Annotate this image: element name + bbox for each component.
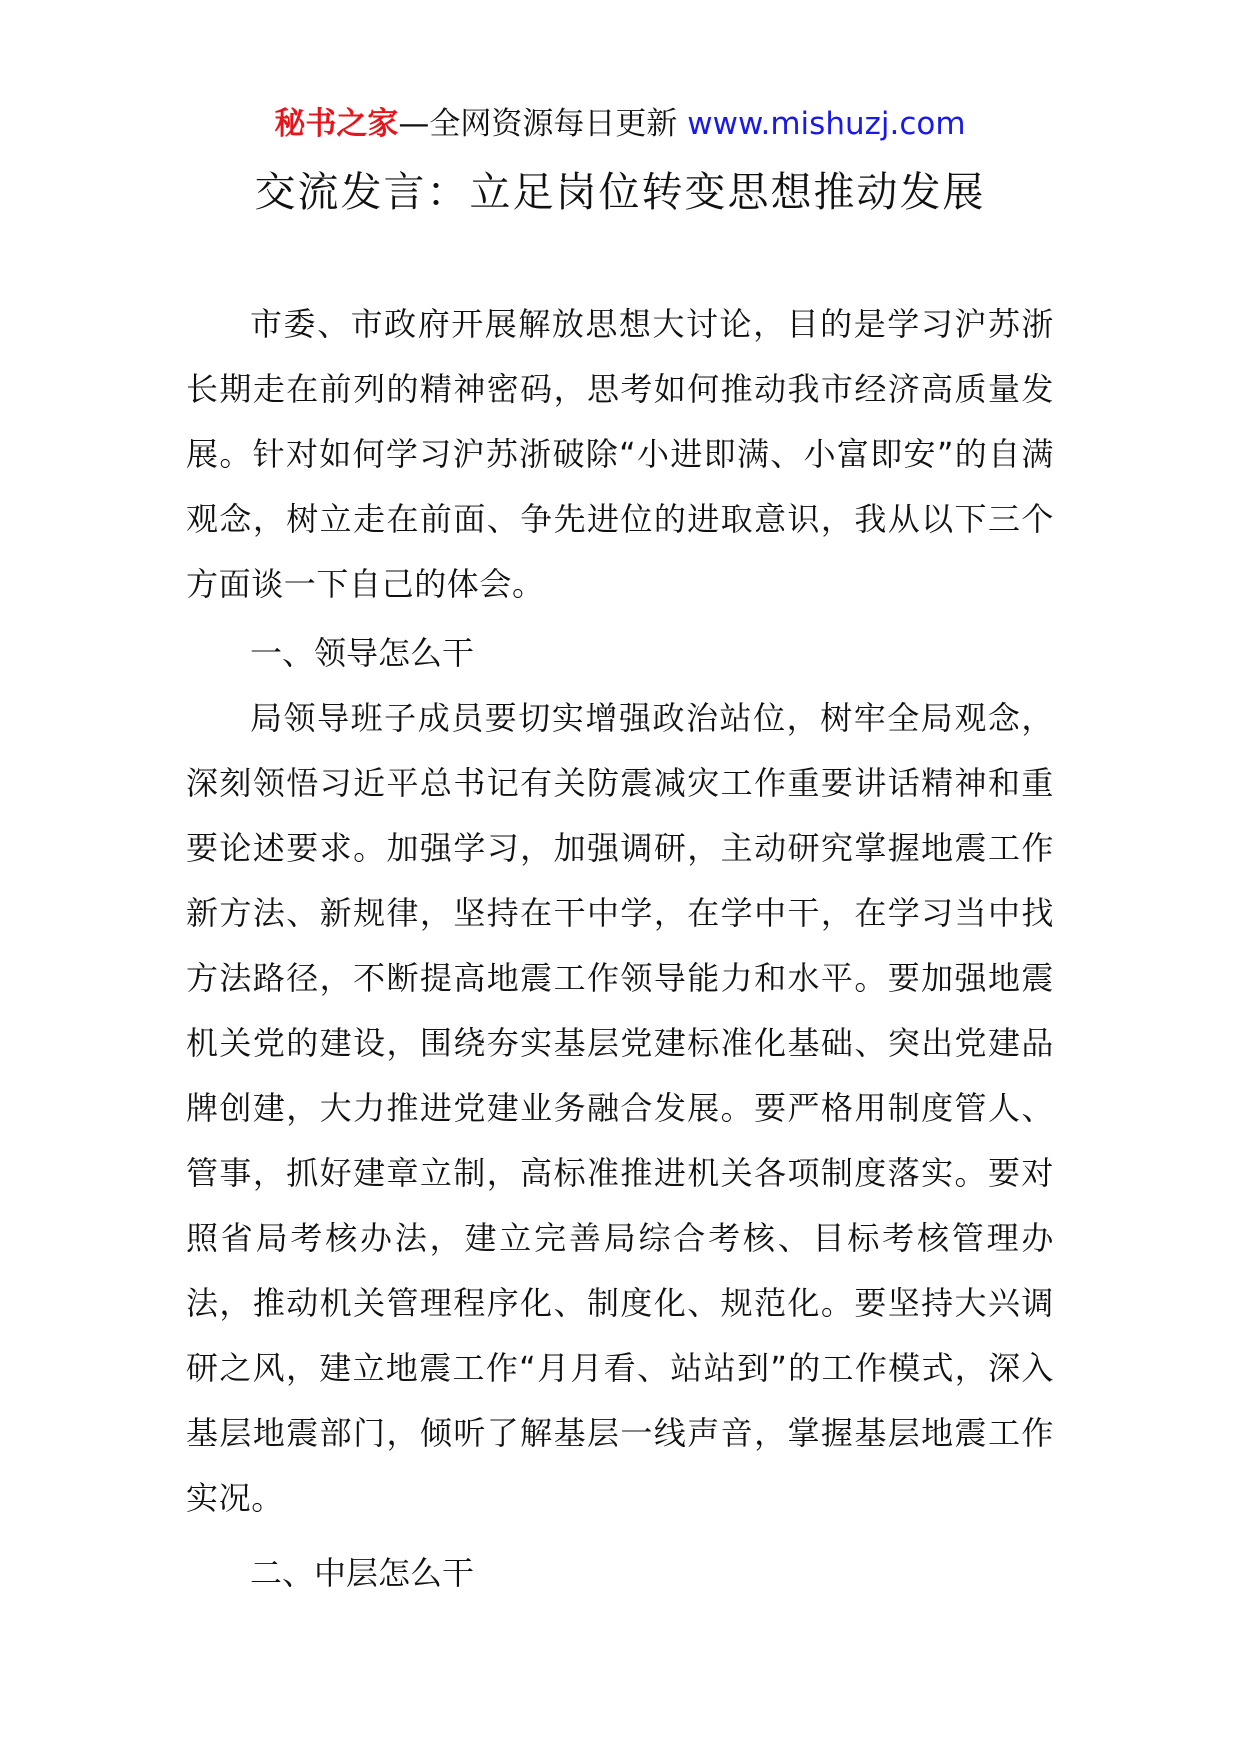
site-brand: 秘书之家: [274, 106, 399, 142]
document-body: [186, 292, 1054, 1606]
site-url-link[interactable]: www.mishuzj.com: [687, 106, 966, 142]
section-heading-leaders: 一、领导怎么干: [250, 634, 475, 672]
site-header: [0, 102, 1240, 146]
section-heading-middle-management: 二、中层怎么干: [250, 1554, 475, 1592]
section-paragraph-leaders: 局领导班子成员要切实增强政治站位，树牢全局观念，深刻领悟习近平总书记有关防震减灾工作重要讲话精神和重要论述要求。加强学习，加强调研，主动研究掌握地震工作新方法、新规律，坚持在干中学，在学中干，在学习当中找方法路径，不断提高地震工作领导能力和水平。要加强地震机关党的建设，围绕夯实基层党建标准化基础、突出党建品牌创建，大力推进党建业务融合发展。要严格用制度管人、管事，抓好建章立制，高标准推进机关各项制度落实。要对照省局考核办法，建立完善局综合考核、目标考核管理办法，推动机关管理程序化、制度化、规范化。要坚持大兴调研之风，建立地震工作“月月看、站站到”的工作模式，深入基层地震部门，倾听了解基层一线声音，掌握基层地震工作实况。: [186, 699, 1054, 1517]
intro-paragraph: 市委、市政府开展解放思想大讨论，目的是学习沪苏浙长期走在前列的精神密码，思考如何推动我市经济高质量发展。针对如何学习沪苏浙破除“小进即满、小富即安”的自满观念，树立走在前面、争先进位的进取意识，我从以下三个方面谈一下自己的体会。: [186, 305, 1054, 603]
document-title: 交流发言：立足岗位转变思想推动发展: [254, 168, 986, 216]
site-slogan: —全网资源每日更新: [398, 106, 688, 142]
